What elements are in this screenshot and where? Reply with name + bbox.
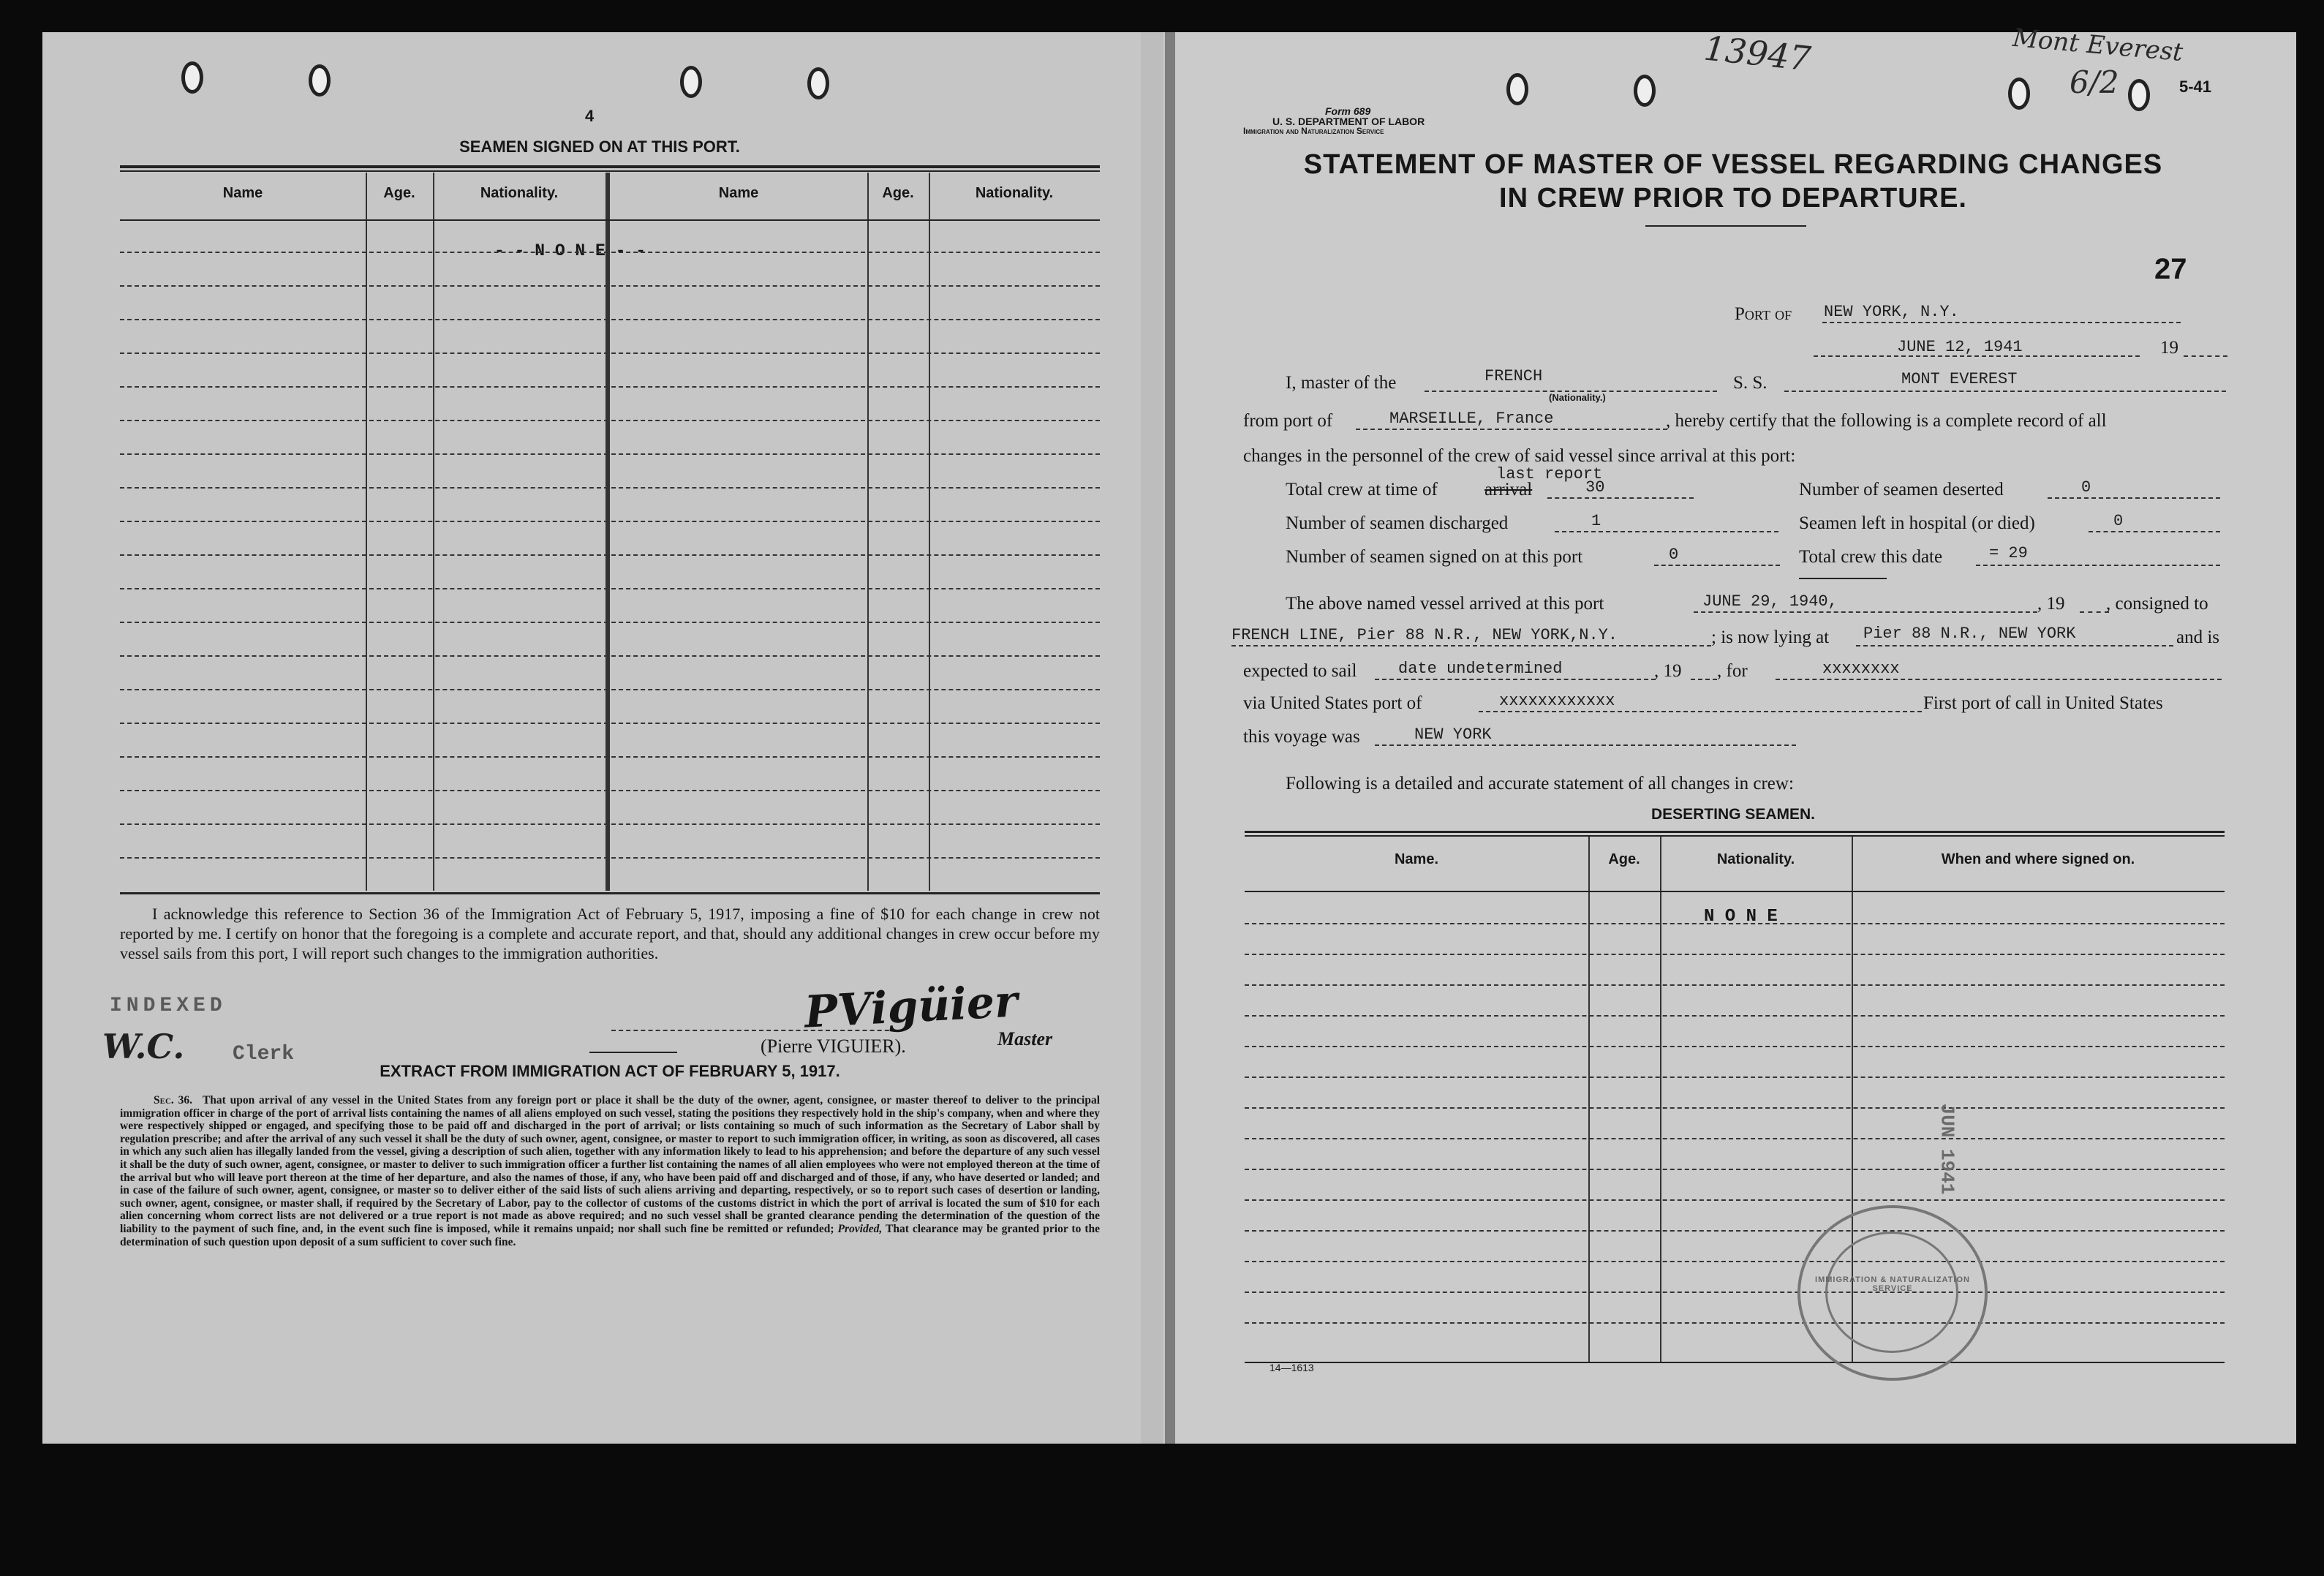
column-divider [366,173,367,891]
lying-value: Pier 88 N.R., NEW YORK [1863,625,2076,643]
ruled-row [120,588,1100,589]
column-divider [1660,837,1661,1363]
expected-year-line [1691,679,1717,680]
form-title-line2: IN CREW PRIOR TO DEPARTURE. [1499,183,1967,214]
punch-hole [1634,75,1656,107]
ruled-row [120,790,1100,791]
punch-hole [2008,78,2030,110]
for-line [1776,679,2222,680]
form-number: Form 689 [1325,105,1371,117]
arrived-value: JUNE 29, 1940, [1702,592,1838,611]
date-suffix: 19 [2160,338,2178,358]
signature-name: (Pierre VIGUIER). [761,1036,906,1057]
deserted-label: Number of seamen deserted [1799,480,2004,499]
ruled-row [1245,1322,2225,1324]
total-date-value: = 29 [1989,544,2028,562]
ruled-row [120,857,1100,859]
ss-label: S. S. [1733,373,1767,393]
port-label: Port of [1735,304,1792,324]
hospital-label: Seamen left in hospital (or died) [1799,513,2035,533]
from-port-label: from port of [1243,411,1333,431]
consignee-line [1231,645,1711,646]
page-number: 4 [585,107,595,125]
ruled-row [1245,1199,2225,1201]
service: Immigration and Naturalization Service [1243,126,1384,136]
column-header: Nationality. [975,185,1054,201]
section-body: That upon arrival of any vessel in the United States from any foreign port or place it shall be the duty of the owner, agent, consignee, or master thereof to deliver to the principal immigration officer in charge of the port of arrival lists containing the names of all aliens employed on such vessel, stating the positions they respectively hold in the ship's company, when and where they were respectively shipped or engaged, and specifying those to be paid off and discharged in the port of arrival; or lists containing so much of such information as the Secretary of Labor shall by regulation prescribe; and after the arrival of any such vessel it shall be the duty of such owner, agent, consignee, or master to report to such immigration officer, in writing, as soon as discovered, all cases in which any such alien has illegally landed from the vessel, giving a description of such alien, together with any information likely to lead to his apprehension; and before the departure of any such vessel it shall be the duty of such owner, agent, consignee, or master to deliver to such immigration officer a further list containing the names of all alien employees who were not employed thereon at the time of the arrival but who will leave port thereon at the time of her departure, and also the names of those, if any, who have been paid off and discharged and of those, if any, who have deserted or landed; and in case of the failure of such owner, agent, consignee, or master so to deliver either of the said lists of such aliens arriving and departing, respectively, or so to report such cases of desertion or landing, such owner, agent, consignee, or master shall, if required by the Secretary of Labor, pay to the collector of customs of the customs district in which the port of arrival is located the sum of $10 for each alien concerning whom correct lists are not delivered or a true report is not made as above required; and no such vessel shall be granted clearance pending the determination of the question of the liability to the payment of such fine, and, in the event such fine is imposed, while it remains unpaid; nor shall such fine be remitted or refunded; [120,1094,1100,1235]
deserted-line [2048,497,2220,499]
total-date-line [1976,565,2220,566]
handwritten-date: 6/2 [2070,64,2119,100]
from-port-value: MARSEILLE, France [1389,410,1554,428]
ruled-row [120,386,1100,388]
arrival-struck: arrival [1484,480,1533,499]
ruled-row [120,823,1100,825]
vessel-value: MONT EVEREST [1901,370,2018,388]
via-value: xxxxxxxxxxxx [1499,692,1615,710]
table-bottom-rule [120,892,1100,894]
spine [1165,32,1175,1444]
section-36-text [120,1094,1100,1248]
signed-on-heading: SEAMEN SIGNED ON AT THIS PORT. [459,137,740,156]
ruled-row [120,521,1100,522]
clerk-label: Clerk [233,1043,295,1066]
ruled-row [120,723,1100,724]
ruled-row [1245,1261,2225,1262]
total-crew-line [1547,497,1694,499]
ruled-row [120,689,1100,690]
table-bottom-rule [1245,1362,2225,1363]
clerk-initials: W.C. [102,1027,185,1066]
hospital-value: 0 [2113,512,2124,530]
hospital-line [2089,531,2220,532]
ruled-row [120,453,1100,455]
header-rule [120,219,1100,221]
table-top-rule [120,165,1100,168]
ruled-row [1245,1046,2225,1047]
column-header: Nationality. [480,185,559,201]
column-divider [605,173,610,891]
extract-title: EXTRACT FROM IMMIGRATION ACT OF FEBRUARY 5, 1917. [380,1062,840,1080]
ruled-row [1245,1230,2225,1232]
master-signature: PVigüier [803,976,1019,1038]
changes-text: changes in the personnel of the crew of said vessel since arrival at this port: [1243,446,1796,466]
signed-on-line [1654,565,1780,566]
date-value: JUNE 12, 1941 [1897,338,2023,356]
department: U. S. DEPARTMENT OF LABOR [1272,116,1425,127]
ruled-row [1245,984,2225,986]
ruled-row [120,352,1100,354]
table-top-rule [120,170,1100,172]
and-is: and is [2176,627,2220,647]
column-divider [433,173,434,891]
handwritten-code: 5-41 [2179,78,2212,96]
expected-line [1375,679,1656,680]
punch-hole [680,66,702,98]
indexed-stamp: INDEXED [110,995,227,1017]
nationality-value: FRENCH [1484,367,1543,385]
lying-label: ; is now lying at [1711,627,1830,647]
ruled-row [1245,923,2225,924]
table-top-rule [1245,835,2225,837]
column-header: Name. [1394,851,1439,867]
master-of-label: I, master of the [1286,373,1397,393]
port-line [1822,322,2181,323]
for-label: , for [1717,661,1748,681]
ruled-row [120,252,1100,253]
discharged-value: 1 [1591,512,1601,530]
expected-label: expected to sail [1243,661,1357,681]
acknowledgment-text: I acknowledge this reference to Section 36 of the Immigration Act of February 5, 1917, imposing a fine of $10 for each change in crew not reported by me. I certify on honor that the foregoing is a complete and accurate report, and that, should any additional changes in crew occur before my vessel sails from this port, I will report such changes to the immigration authorities. [120,905,1100,962]
header-rule [1245,891,2225,892]
signed-on-value: 0 [1669,546,1679,564]
stamp-text: IMMIGRATION & NATURALIZATION SERVICE [1815,1275,1970,1293]
ruled-row [1245,954,2225,955]
punch-hole [1506,73,1528,105]
vessel-line [1784,391,2226,392]
ruled-row [1245,1015,2225,1017]
handwritten-number: 13947 [1702,28,1813,79]
discharged-line [1555,531,1778,532]
consigned-label: , consigned to [2106,594,2208,614]
ruled-row [120,622,1100,623]
arrived-year-line [2080,611,2109,613]
ruled-row [120,756,1100,758]
ruled-row [120,319,1100,320]
short-rule [589,1052,677,1053]
section-label: Sec. 36. [154,1094,192,1106]
ruled-row [1245,1138,2225,1139]
received-stamp [1797,1205,1988,1381]
ruled-row [120,285,1100,287]
provided-word: Provided, [837,1222,883,1235]
for-value: xxxxxxxx [1822,660,1900,678]
total-date-label: Total crew this date [1799,547,1943,567]
column-divider [929,173,930,891]
column-header: When and where signed on. [1941,851,2135,867]
table-top-rule [1245,831,2225,833]
binding-shadow [1141,32,1163,1444]
arrived-label: The above named vessel arrived at this port [1286,594,1604,614]
ruled-row [120,487,1100,489]
following-text: Following is a detailed and accurate statement of all changes in crew: [1286,774,1794,793]
ruled-row [1245,1077,2225,1078]
deserting-heading: DESERTING SEAMEN. [1650,806,1816,823]
none-entry: - - N O N E - - [494,241,646,260]
ruled-row [120,420,1100,421]
first-port-label: First port of call in United States [1923,693,2163,713]
column-header: Age. [882,185,914,201]
lying-line [1856,645,2173,646]
punch-hole [309,64,331,97]
last-report-insert: last report [1496,465,1603,483]
punch-hole [2128,79,2150,111]
expected-value: date undetermined [1398,660,1563,678]
footer-code: 14—1613 [1269,1362,1314,1373]
column-divider [867,173,869,891]
sheet-number: 27 [2154,253,2187,285]
deserted-value: 0 [2081,478,2091,497]
column-header: Nationality. [1716,851,1795,867]
title-underline [1645,225,1806,227]
total-crew-label: Total crew at time of [1286,480,1438,499]
column-divider [1588,837,1590,1363]
from-port-line [1356,429,1667,430]
punch-hole [181,61,203,94]
master-label: Master [997,1028,1053,1049]
arrived-line [1694,611,2037,613]
voyage-value: NEW YORK [1414,725,1492,744]
column-header: Age. [383,185,415,201]
via-label: via United States port of [1243,693,1422,713]
voyage-line [1375,744,1796,746]
nationality-caption: (Nationality.) [1549,392,1606,403]
handwritten-vessel: Mont Everest [2011,23,2184,68]
port-value: NEW YORK, N.Y. [1824,303,1959,321]
via-line [1479,711,1922,712]
voyage-label: this voyage was [1243,727,1360,747]
none-entry: N O N E [1704,907,1778,927]
stamp-date: JUN 1941 [1936,1103,1958,1195]
certify-text: , hereby certify that the following is a complete record of all [1666,411,2107,431]
section-end: That clearance may be granted prior to the determination of such question upon deposit of a sum sufficient to cover such fine. [120,1222,1101,1248]
ruled-row [1245,1107,2225,1109]
form-title-line1: STATEMENT OF MASTER OF VESSEL REGARDING CHANGES [1303,149,2163,180]
ruled-row [1245,1169,2225,1170]
ruled-row [120,655,1100,657]
total-crew-value: 30 [1585,478,1605,497]
column-header: Name [222,185,263,201]
year-line [2184,355,2227,357]
discharged-label: Number of seamen discharged [1286,513,1509,533]
short-rule [1799,578,1887,579]
column-header: Age. [1608,851,1640,867]
arrived-suffix: , 19 [2037,594,2065,614]
column-header: Name [718,185,759,201]
ruled-row [1245,1292,2225,1293]
signed-on-label: Number of seamen signed on at this port [1286,547,1583,567]
expected-19: , 19 [1654,661,1682,681]
punch-hole [807,67,829,99]
ruled-row [120,554,1100,556]
consignee-value: FRENCH LINE, Pier 88 N.R., NEW YORK,N.Y. [1231,626,1618,644]
